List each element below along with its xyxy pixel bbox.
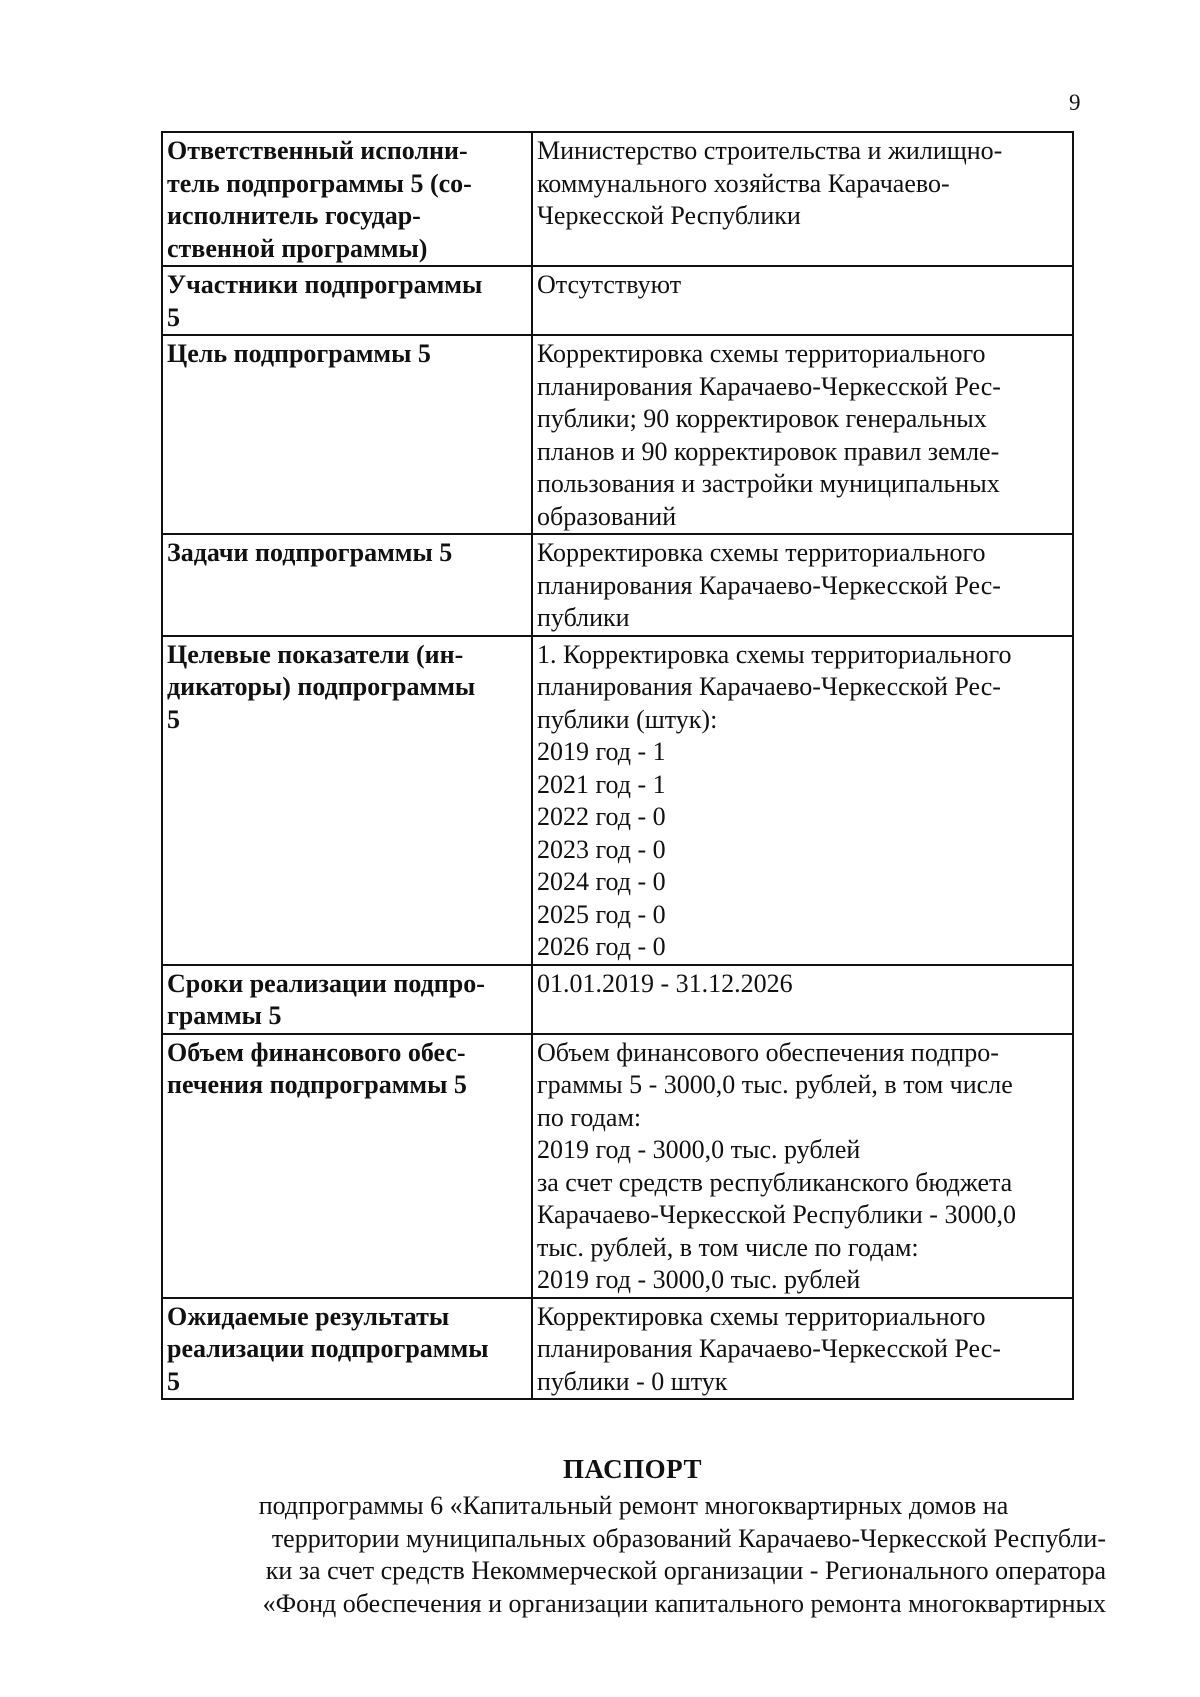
value-line: по годам: — [537, 1102, 642, 1132]
value-line: Корректировка схемы территориального — [537, 339, 986, 368]
label-line: Ответственный исполни- — [167, 136, 468, 165]
passport-subtitle — [161, 1490, 1106, 1620]
table-row — [162, 1298, 1073, 1400]
value-line: 2026 год - 0 — [537, 932, 666, 961]
value-line: Объем финансового обеспечения подпро- — [537, 1037, 999, 1067]
value-line: граммы 5 - 3000,0 тыс. рублей, в том числе — [537, 1070, 1013, 1099]
value-line: 2023 год - 0 — [537, 834, 666, 864]
table-row — [162, 636, 1073, 965]
value-line: планирования Карачаево-Черкесской Рес- — [537, 672, 1001, 701]
row-label-cell — [162, 335, 532, 534]
value-line: Отсутствуют — [537, 270, 682, 299]
row-value-cell — [532, 636, 1073, 965]
value-line: планирования Карачаево-Черкесской Рес- — [537, 371, 1001, 401]
label-line: реализации подпрограммы — [167, 1334, 489, 1363]
value-line: публики — [537, 603, 630, 632]
value-line: за счет средств республиканского бюджета — [537, 1167, 1013, 1197]
label-line: Задачи подпрограммы 5 — [167, 538, 453, 567]
row-label-cell — [162, 534, 532, 636]
value-line: публики (штук): — [537, 704, 718, 734]
subtitle-line: территории муниципальных образований Карачаево-Черкесской Республи- — [271, 1523, 1106, 1553]
table-row — [162, 965, 1073, 1034]
subtitle-line: «Фонд обеспечения и организации капитального ремонта многоквартирных — [262, 1588, 1106, 1618]
label-line: Ожидаемые результаты — [167, 1301, 450, 1331]
page-number: 9 — [1069, 90, 1081, 115]
value-line: 2019 год - 1 — [537, 737, 666, 766]
row-label-cell — [162, 132, 532, 266]
label-line: исполнитель государ- — [167, 201, 421, 230]
value-line: 1. Корректировка схемы территориального — [537, 639, 1012, 669]
value-line: коммунального хозяйства Карачаево- — [537, 168, 950, 198]
row-value-cell — [532, 266, 1073, 335]
value-line: Корректировка схемы территориального — [537, 538, 986, 567]
value-line: 2021 год - 1 — [537, 769, 666, 799]
row-value-cell — [532, 335, 1073, 534]
row-value-cell — [532, 1298, 1073, 1400]
subtitle-line: подпрограммы 6 «Капитальный ремонт многоквартирных домов на — [258, 1491, 1009, 1520]
value-line: планирования Карачаево-Черкесской Рес- — [537, 570, 1001, 600]
row-label-cell — [162, 636, 532, 965]
value-line: 01.01.2019 - 31.12.2026 — [537, 968, 793, 998]
value-line: Корректировка схемы территориального — [537, 1301, 986, 1331]
value-line: публики - 0 штук — [537, 1366, 728, 1396]
label-line: Сроки реализации подпро- — [167, 968, 485, 998]
value-line: Карачаево-Черкесской Республики - 3000,0 — [537, 1200, 1016, 1229]
value-line: планирования Карачаево-Черкесской Рес- — [537, 1334, 1001, 1363]
table-row — [162, 132, 1073, 266]
label-line: Объем финансового обес- — [167, 1037, 466, 1067]
row-value-cell — [532, 132, 1073, 266]
label-line: Участники подпрограммы — [167, 270, 483, 299]
value-line: планов и 90 корректировок правил земле- — [537, 436, 1000, 466]
value-line: 2019 год - 3000,0 тыс. рублей — [537, 1135, 861, 1164]
value-line: 2024 год - 0 — [537, 867, 666, 896]
row-label-cell — [162, 266, 532, 335]
value-line: Черкесской Республики — [537, 201, 801, 230]
label-line: граммы 5 — [167, 1001, 282, 1030]
value-line: образований — [537, 501, 677, 531]
row-label-cell — [162, 1298, 532, 1400]
value-line: 2025 год - 0 — [537, 899, 666, 929]
subtitle-line: ки за счет средств Некоммерческой организации - Регионального оператора — [265, 1556, 1106, 1585]
value-line: пользования и застройки муниципальных — [537, 469, 1000, 498]
value-line: Министерство строительства и жилищно- — [537, 136, 1003, 165]
label-line: дикаторы) подпрограммы — [167, 672, 476, 701]
label-line: 5 — [167, 704, 180, 734]
passport-heading: ПАСПОРТ — [563, 1454, 702, 1484]
row-value-cell — [532, 1034, 1073, 1298]
value-line: тыс. рублей, в том числе по годам: — [537, 1232, 919, 1262]
table-row — [162, 534, 1073, 636]
label-line: ственной программы) — [167, 233, 428, 263]
subprogram-passport-table — [161, 131, 1074, 1400]
row-value-cell — [532, 965, 1073, 1034]
label-line: 5 — [167, 302, 180, 332]
label-line: тель подпрограммы 5 (со- — [167, 168, 472, 198]
value-line: публики; 90 корректировок генеральных — [537, 404, 987, 433]
row-value-cell — [532, 534, 1073, 636]
label-line: Целевые показатели (ин- — [167, 639, 464, 669]
table-row — [162, 335, 1073, 534]
value-line: 2019 год - 3000,0 тыс. рублей — [537, 1265, 861, 1294]
value-line: 2022 год - 0 — [537, 802, 666, 831]
label-line: Цель подпрограммы 5 — [167, 339, 431, 368]
row-label-cell — [162, 1034, 532, 1298]
label-line: печения подпрограммы 5 — [167, 1070, 467, 1099]
label-line: 5 — [167, 1366, 180, 1396]
table-row — [162, 266, 1073, 335]
row-label-cell — [162, 965, 532, 1034]
table-row — [162, 1034, 1073, 1298]
